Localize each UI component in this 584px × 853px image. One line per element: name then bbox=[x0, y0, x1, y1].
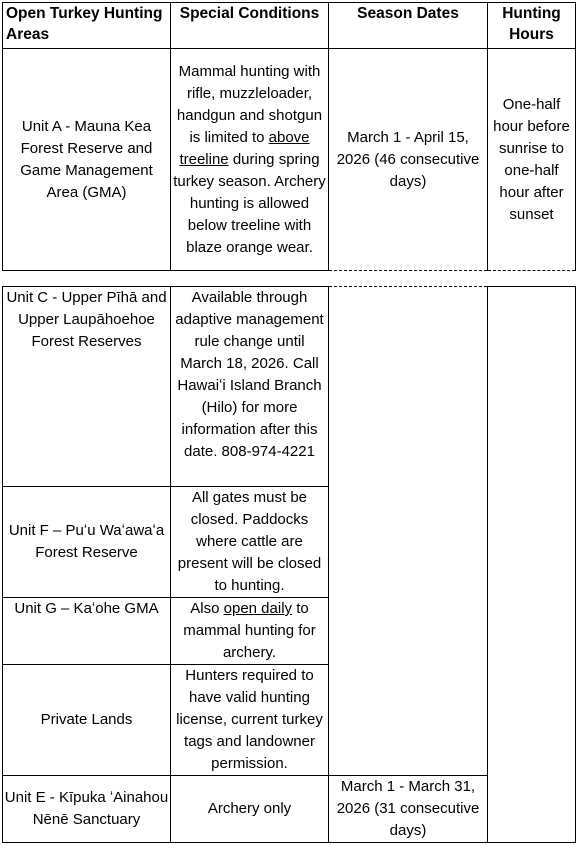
unit-a-area: Unit A - Mauna Kea Forest Reserve and Game Management Area (GMA) bbox=[3, 49, 171, 271]
unit-e-dates: March 1 - March 31, 2026 (31 consecutive days) bbox=[329, 776, 488, 843]
header-dates: Season Dates bbox=[329, 3, 488, 49]
header-hours: Hunting Hours bbox=[488, 3, 576, 49]
table-row-unit-c bbox=[3, 287, 576, 487]
unit-a-dates: March 1 - April 15, 2026 (46 consecutive days) bbox=[329, 49, 488, 271]
unit-a-hours: One-half hour before sunrise to one-half hour after sunset bbox=[488, 49, 576, 271]
unit-f-conditions: All gates must be closed. Paddocks where cattle are present will be closed to hunting. bbox=[171, 487, 329, 598]
unit-e-area: Unit E - Kīpuka ʻAinahou Nēnē Sanctuary bbox=[3, 776, 171, 843]
private-conditions: Hunters required to have valid hunting license, current turkey tags and landowner permission. bbox=[171, 665, 329, 776]
unit-a-conditions bbox=[171, 49, 329, 271]
unit-g-area: Unit G – Kaʻohe GMA bbox=[3, 598, 171, 665]
unit-a-conditions-pre: Mammal hunting with rifle, muzzleloader, handgun and shotgun is limited to bbox=[176, 62, 323, 146]
header-areas: Open Turkey Hunting Areas bbox=[3, 3, 171, 49]
private-area: Private Lands bbox=[3, 665, 171, 776]
unit-a-conditions-post: during spring turkey season. Archery hunting is allowed below treeline with blaze orange wear. bbox=[173, 150, 326, 256]
unit-g-conditions-post: to mammal hunting for archery. bbox=[183, 600, 316, 661]
unit-c-area: Unit C - Upper Pīhā and Upper Laupāhoehoe Forest Reserves bbox=[3, 287, 171, 487]
unit-e-conditions: Archery only bbox=[171, 776, 329, 843]
unit-f-area: Unit F – Puʻu Waʻawaʻa Forest Reserve bbox=[3, 487, 171, 598]
hunting-areas-table-bottom bbox=[2, 286, 576, 843]
hours-empty-cell bbox=[488, 287, 576, 843]
unit-g-conditions-underline: open daily bbox=[223, 600, 293, 617]
table-row-unit-a bbox=[3, 49, 576, 271]
hunting-areas-table-top bbox=[2, 2, 576, 271]
unit-g-conditions bbox=[171, 598, 329, 665]
dates-empty-cell bbox=[329, 287, 488, 776]
header-conditions: Special Conditions bbox=[171, 3, 329, 49]
unit-a-conditions-underline: above treeline bbox=[179, 128, 310, 168]
unit-g-conditions-pre: Also bbox=[190, 600, 224, 617]
header-row bbox=[3, 3, 576, 49]
unit-c-conditions: Available through adaptive management rule change until March 18, 2026. Call Hawaiʻi Island Branch (Hilo) for more information after this date. 808-974-4221 bbox=[171, 287, 329, 487]
